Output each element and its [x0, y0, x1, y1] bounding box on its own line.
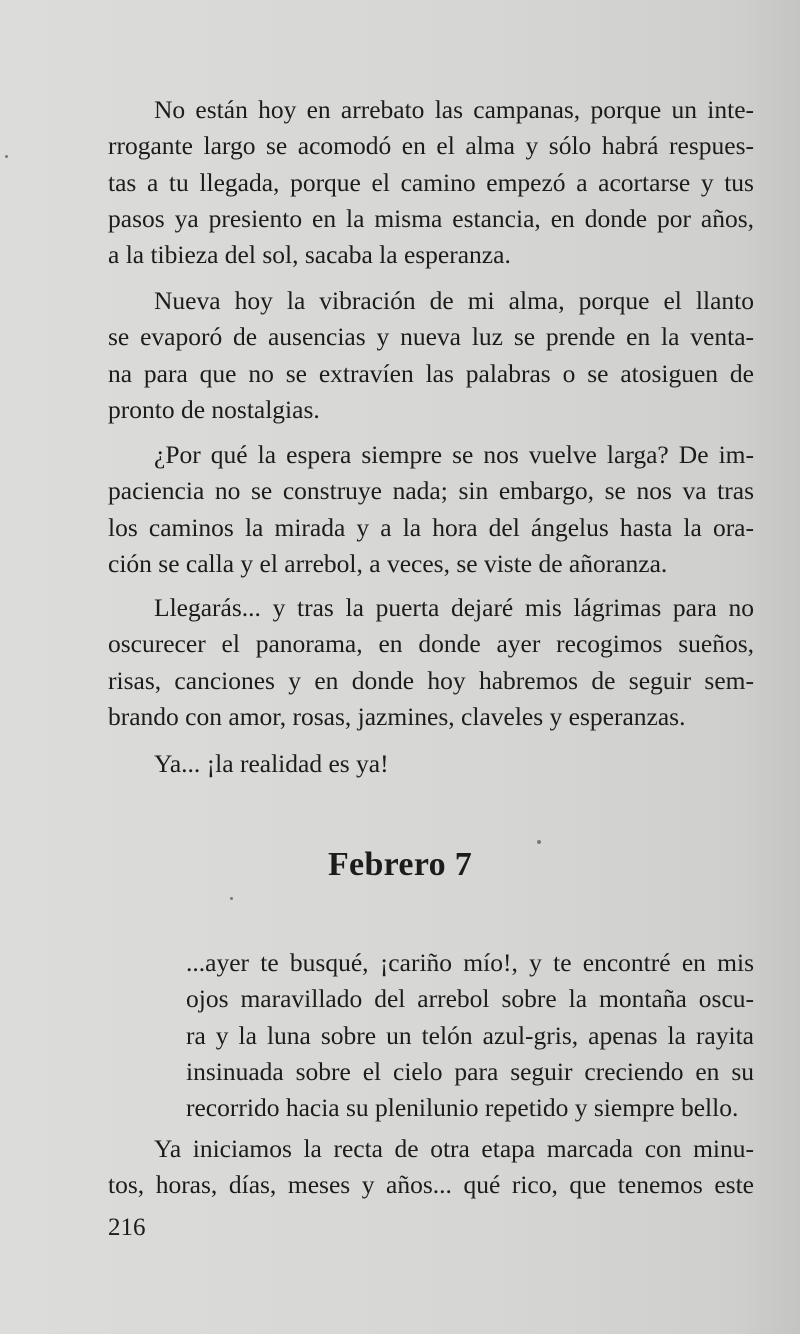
paragraph-6	[108, 1131, 754, 1204]
paragraph-line: No están hoy en arrebato las campanas, porque un inte-	[154, 95, 754, 124]
paragraph-line: risas, canciones y en donde hoy habremos de seguir sem-	[108, 665, 754, 695]
paragraph-line: rrogante largo se acomodó en el alma y sólo habrá respues-	[108, 131, 754, 161]
paragraph-1	[108, 92, 754, 273]
paragraph-line: paciencia no se construye nada; sin embargo, se nos va tras	[108, 476, 754, 506]
section-heading: Febrero 7	[327, 846, 472, 883]
paragraph-line: pronto de nostalgias.	[108, 394, 320, 424]
paragraph-3	[108, 437, 754, 582]
quote-line: ...ayer te busqué, ¡cariño mío!, y te encontré en mis	[186, 948, 754, 977]
paragraph-line: los caminos la mirada y a la hora del ángelus hasta la ora-	[108, 512, 754, 542]
paragraph-line: tos, horas, días, meses y años... qué rico, que tenemos este	[108, 1170, 754, 1200]
paragraph-line: tas a tu llegada, porque el camino empezó a acortarse y tus	[108, 167, 754, 197]
page-number: 216	[108, 1214, 146, 1241]
paragraph-line: Llegarás... y tras la puerta dejaré mis lágrimas para no	[154, 593, 754, 622]
paragraph-line: se evaporó de ausencias y nueva luz se prende en la venta-	[108, 322, 754, 352]
quote-block	[186, 945, 754, 1126]
quote-line: ojos maravillado del arrebol sobre la montaña oscu-	[186, 984, 754, 1014]
paragraph-line: Nueva hoy la vibración de mi alma, porque el llanto	[154, 286, 754, 315]
paragraph-2	[108, 283, 754, 428]
paragraph-4	[108, 590, 754, 735]
paragraph-line: pasos ya presiento en la misma estancia, en donde por años,	[108, 203, 754, 233]
paragraph-line: a la tibieza del sol, sacaba la esperanza.	[108, 240, 511, 270]
paragraph-line: brando con amor, rosas, jazmines, claveles y esperanzas.	[108, 701, 686, 731]
paragraph-line: ¿Por qué la espera siempre se nos vuelve larga? De im-	[154, 440, 754, 469]
quote-line: ra y la luna sobre un telón azul-gris, apenas la rayita	[186, 1020, 754, 1050]
scan-speck	[230, 897, 233, 900]
quote-line: recorrido hacia su plenilunio repetido y siempre bello.	[186, 1093, 739, 1123]
paragraph-5	[108, 746, 754, 782]
paragraph-line: ción se calla y el arrebol, a veces, se viste de añoranza.	[108, 548, 668, 578]
paragraph-line: Ya iniciamos la recta de otra etapa marcada con minu-	[154, 1134, 754, 1163]
paragraph-line: Ya... ¡la realidad es ya!	[154, 749, 389, 778]
quote-line: insinuada sobre el cielo para seguir creciendo en su	[186, 1056, 754, 1086]
paragraph-line: na para que no se extravíen las palabras o se atosiguen de	[108, 358, 754, 388]
paragraph-line: oscurecer el panorama, en donde ayer recogimos sueños,	[108, 629, 754, 659]
scan-speck	[5, 155, 8, 158]
scan-speck	[537, 840, 541, 844]
